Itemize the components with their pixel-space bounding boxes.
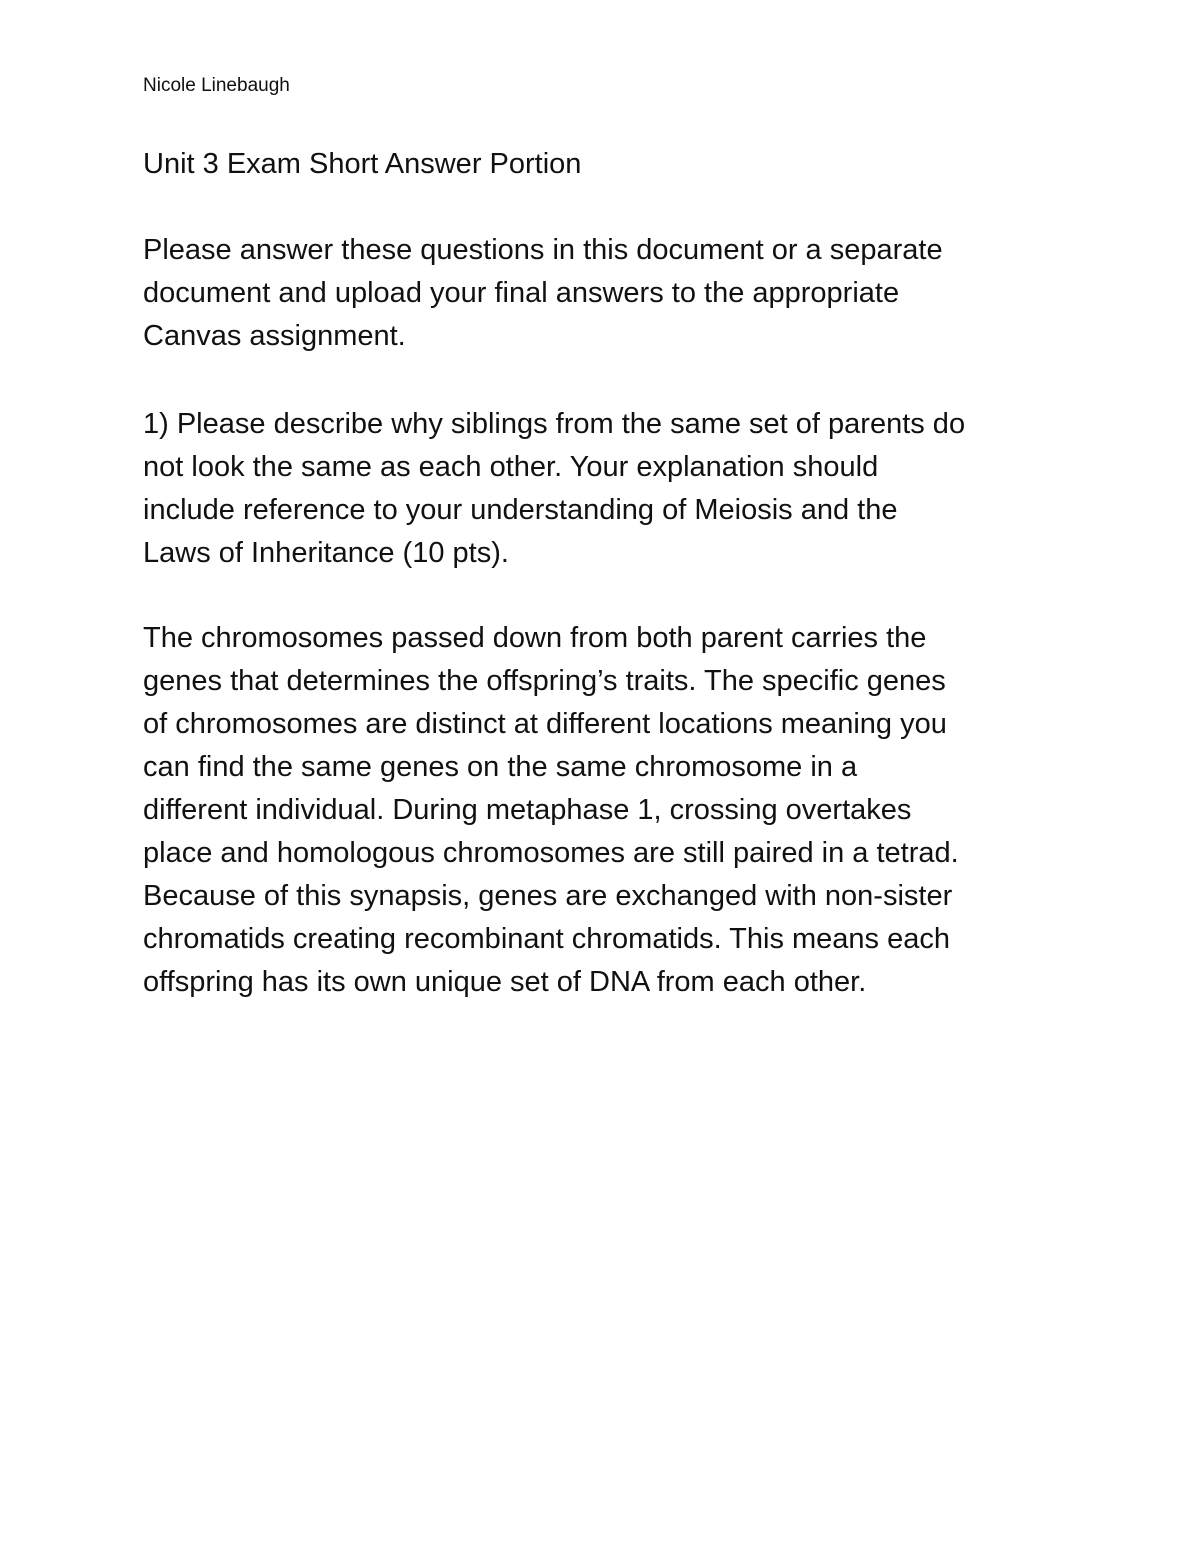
question-line: 1) Please describe why siblings from the same set of parents do bbox=[143, 408, 966, 440]
answer-line: place and homologous chromosomes are still paired in a tetrad. bbox=[143, 837, 959, 869]
answer-line: of chromosomes are distinct at different locations meaning you bbox=[143, 708, 947, 740]
answer-line: genes that determines the offspring’s traits. The specific genes bbox=[143, 665, 946, 697]
answer-line: different individual. During metaphase 1, crossing overtakes bbox=[143, 794, 912, 826]
answer-line: can find the same genes on the same chromosome in a bbox=[143, 751, 858, 783]
question-line: not look the same as each other. Your explanation should bbox=[143, 451, 879, 483]
page-title: Unit 3 Exam Short Answer Portion bbox=[143, 148, 582, 180]
question-1-paragraph bbox=[143, 403, 1063, 575]
instructions-line: Canvas assignment. bbox=[143, 320, 406, 352]
question-line: Laws of Inheritance (10 pts). bbox=[143, 537, 509, 569]
question-line: include reference to your understanding of Meiosis and the bbox=[143, 494, 898, 526]
answer-line: offspring has its own unique set of DNA from each other. bbox=[143, 966, 867, 998]
answer-line: The chromosomes passed down from both parent carries the bbox=[143, 622, 927, 654]
instructions-line: Please answer these questions in this document or a separate bbox=[143, 234, 943, 266]
answer-line: Because of this synapsis, genes are exchanged with non-sister bbox=[143, 880, 953, 912]
instructions-paragraph bbox=[143, 229, 1063, 358]
author-name: Nicole Linebaugh bbox=[143, 75, 290, 96]
answer-line: chromatids creating recombinant chromatids. This means each bbox=[143, 923, 951, 955]
instructions-line: document and upload your final answers to the appropriate bbox=[143, 277, 900, 309]
answer-1-paragraph bbox=[143, 617, 1063, 1004]
